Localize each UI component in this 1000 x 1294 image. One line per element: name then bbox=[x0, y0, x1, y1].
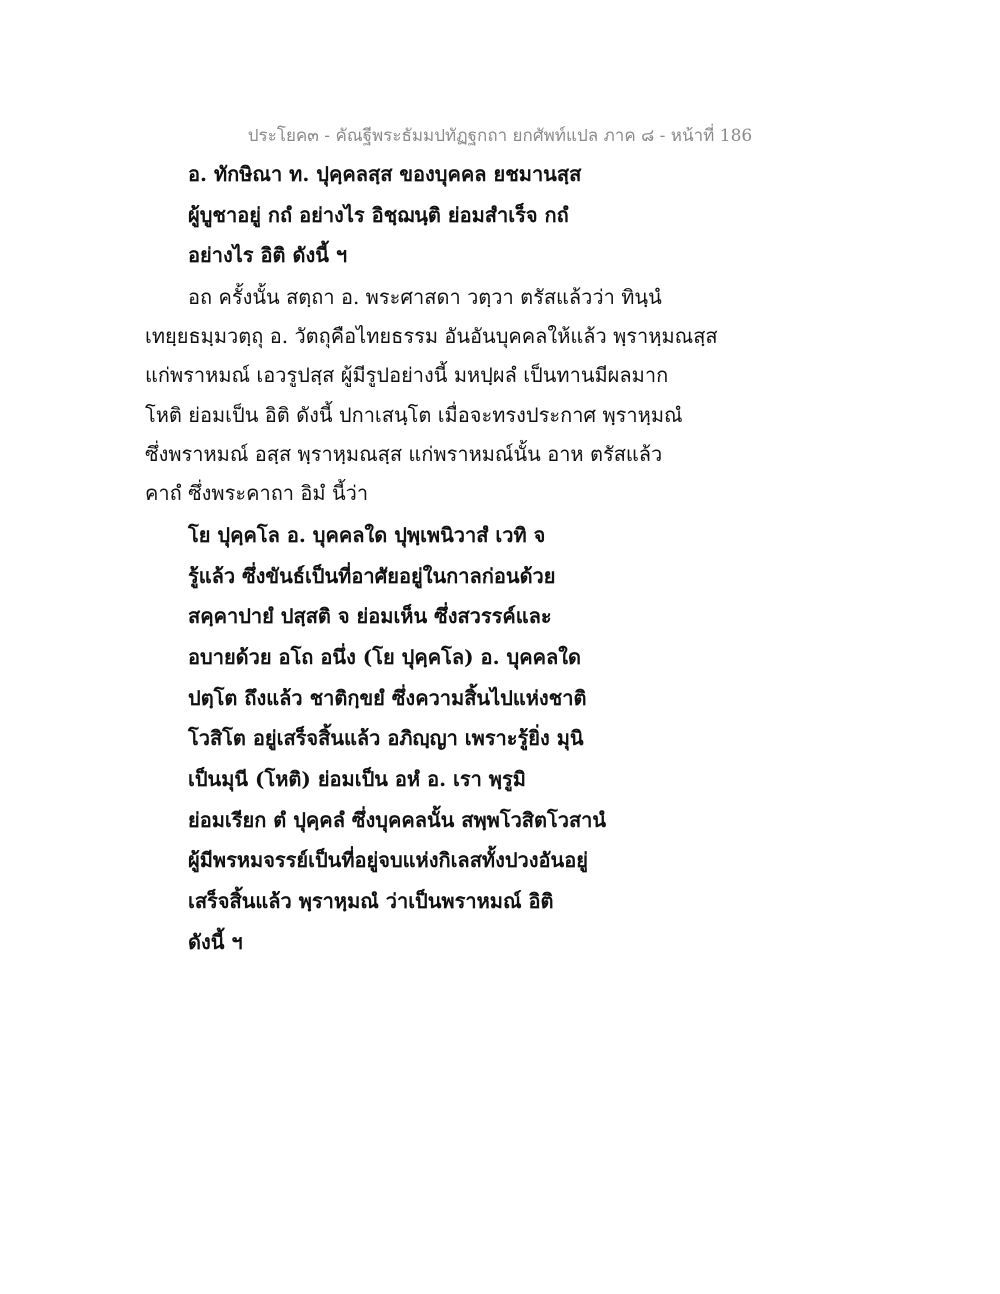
verse2-line-4: อบายด้วย อโถ อนึ่ง (โย ปุคฺคโล) อ. บุคคลใด bbox=[188, 645, 581, 669]
paragraph-line-4: โหติ ย่อมเป็น อิติ ดังนี้ ปกาเสนฺโต เมื่อจะทรงประกาศ พฺราหฺมณํ bbox=[145, 403, 683, 427]
verse2-line-3: สคฺคาปายํ ปสฺสติ จ ย่อมเห็น ซึ่งสวรรค์และ bbox=[188, 604, 552, 628]
verse2-line-9: ผู้มีพรหมจรรย์เป็นที่อยู่จบแห่งกิเลสทั้งปวงอันอยู่ bbox=[188, 848, 588, 872]
paragraph-line-3: แก่พราหมณ์ เอวรูปสฺส ผู้มีรูปอย่างนี้ มหปฺผลํ เป็นทานมีผลมาก bbox=[145, 363, 669, 387]
paragraph-line-1: อถ ครั้งนั้น สตฺถา อ. พระศาสดา วตฺวา ตรัสแล้วว่า ทินฺนํ bbox=[188, 285, 662, 309]
verse2-line-8: ย่อมเรียก ตํ ปุคฺคลํ ซึ่งบุคคลนั้น สพฺพโวสิตโวสานํ bbox=[188, 808, 607, 832]
paragraph-line-5: ซึ่งพราหมณ์ อสฺส พฺราหฺมณสฺส แก่พราหมณ์นั้น อาห ตรัสแล้ว bbox=[145, 442, 663, 466]
verse2-line-6: โวสิโต อยู่เสร็จสิ้นแล้ว อภิญฺญา เพราะรู้ยิ่ง มุนิ bbox=[188, 726, 584, 750]
verse1-line-3: อย่างไร อิติ ดังนี้ ฯ bbox=[188, 243, 348, 267]
verse2-line-2: รู้แล้ว ซึ่งขันธ์เป็นที่อาศัยอยู่ในกาลก่อนด้วย bbox=[188, 564, 556, 588]
page-header: ประโยค๓ - คัณฐีพระธัมมปทัฏฐกถา ยกศัพท์แปล ภาค ๘ - หน้าที่ 186 bbox=[247, 126, 753, 146]
paragraph-line-6: คาถํ ซึ่งพระคาถา อิมํ นี้ว่า bbox=[145, 481, 369, 505]
verse2-line-10: เสร็จสิ้นแล้ว พฺราหฺมณํ ว่าเป็นพราหมณ์ อิติ bbox=[188, 889, 554, 913]
verse2-line-11: ดังนี้ ฯ bbox=[188, 930, 243, 954]
verse1-line-2: ผู้บูชาอยู่ กถํ อย่างไร อิชฺฌนฺติ ย่อมสำเร็จ กถํ bbox=[188, 203, 569, 227]
verse1-line-1: อ. ทักษิณา ท. ปุคฺคลสฺส ของบุคคล ยชมานสฺส bbox=[188, 162, 582, 186]
verse2-line-1: โย ปุคฺคโล อ. บุคคลใด ปุพฺเพนิวาสํ เวทิ จ bbox=[188, 523, 546, 547]
verse2-line-5: ปตฺโต ถึงแล้ว ชาติกฺขยํ ซึ่งความสิ้นไปแห่งชาติ bbox=[188, 686, 587, 710]
paragraph-line-2: เทยฺยธมฺมวตฺถุ อ. วัตถุคือไทยธรรม อันอันบุคคลให้แล้ว พฺราหฺมณสฺส bbox=[145, 324, 718, 348]
verse2-line-7: เป็นมุนี (โหติ) ย่อมเป็น อหํ อ. เรา พฺรูมิ bbox=[188, 767, 526, 791]
